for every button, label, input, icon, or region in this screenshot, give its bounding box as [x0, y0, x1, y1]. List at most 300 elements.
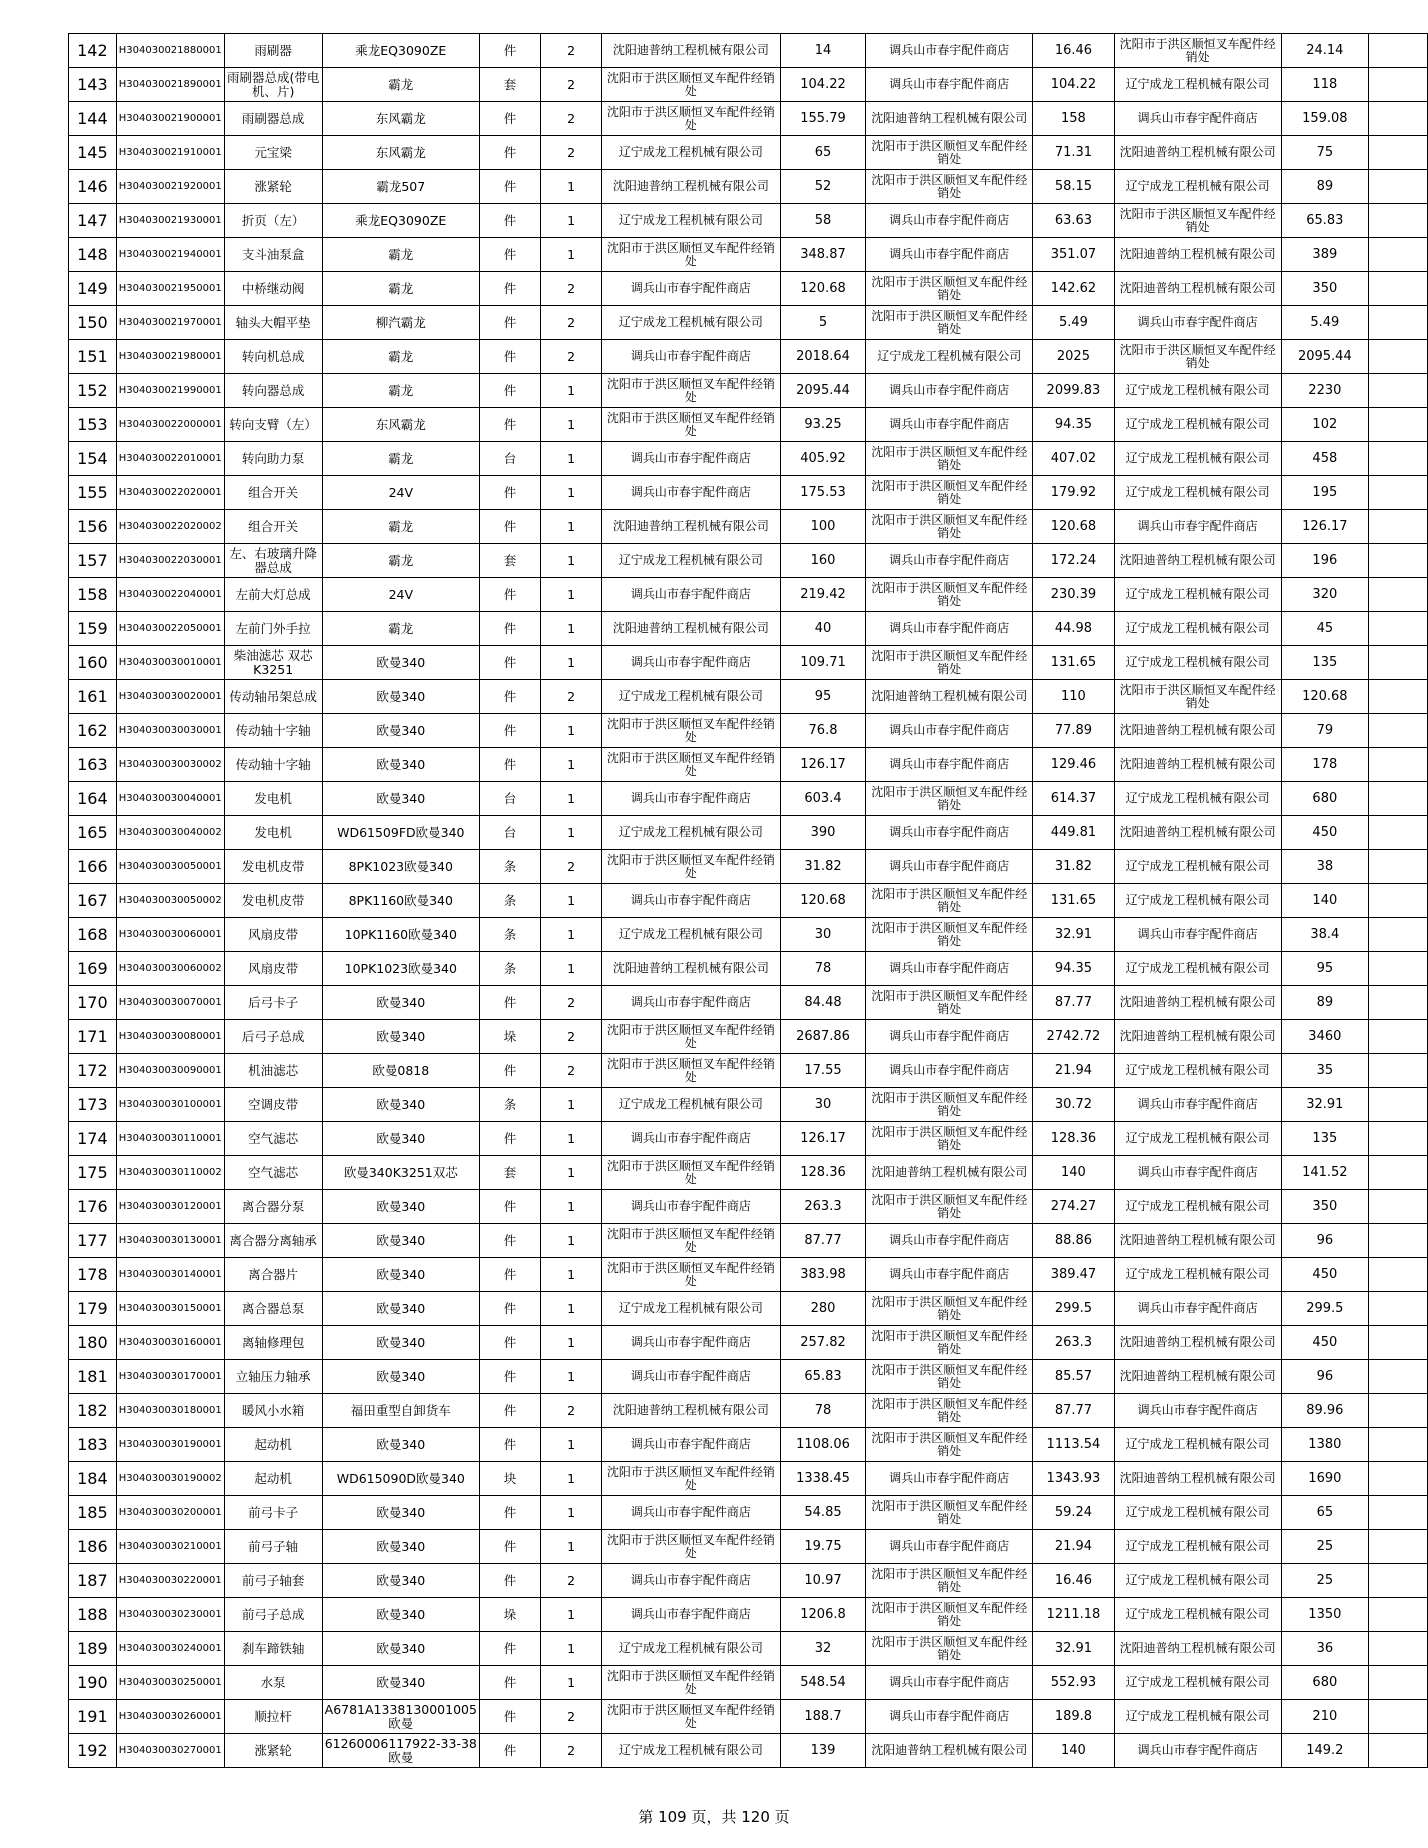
supplier-3-cell: 辽宁成龙工程机械有限公司 [1114, 1122, 1281, 1156]
supplier-1-cell: 调兵山市春宇配件商店 [602, 1428, 781, 1462]
quantity-cell: 1 [541, 918, 602, 952]
remarks-cell [1369, 1734, 1428, 1768]
remarks-cell [1369, 544, 1428, 578]
row-number-cell: 142 [69, 34, 117, 68]
remarks-cell [1369, 34, 1428, 68]
quantity-cell: 2 [541, 1734, 602, 1768]
quantity-cell: 1 [541, 1326, 602, 1360]
item-code-cell: H304030021930001 [116, 204, 224, 238]
unit-cell: 件 [479, 510, 540, 544]
supplier-1-cell: 沈阳市于洪区顺恒叉车配件经销处 [602, 1258, 781, 1292]
table-row [69, 918, 1428, 952]
supplier-1-cell: 调兵山市春宇配件商店 [602, 1122, 781, 1156]
supplier-2-cell: 沈阳迪普纳工程机械有限公司 [866, 102, 1033, 136]
price-3-cell: 89 [1281, 170, 1368, 204]
item-code-cell: H304030022000001 [116, 408, 224, 442]
remarks-cell [1369, 1462, 1428, 1496]
spec-model-cell: 欧曼340 [322, 1224, 479, 1258]
spec-model-cell: 8PK1160欧曼340 [322, 884, 479, 918]
supplier-3-cell: 沈阳迪普纳工程机械有限公司 [1114, 748, 1281, 782]
quantity-cell: 1 [541, 1156, 602, 1190]
supplier-2-cell: 沈阳市于洪区顺恒叉车配件经销处 [866, 1632, 1033, 1666]
spec-model-cell: 欧曼340 [322, 1598, 479, 1632]
table-row [69, 1666, 1428, 1700]
price-3-cell: 89 [1281, 986, 1368, 1020]
item-code-cell: H304030030050002 [116, 884, 224, 918]
supplier-3-cell: 调兵山市春宇配件商店 [1114, 1088, 1281, 1122]
price-1-cell: 548.54 [780, 1666, 865, 1700]
price-3-cell: 299.5 [1281, 1292, 1368, 1326]
price-3-cell: 1380 [1281, 1428, 1368, 1462]
row-number-cell: 157 [69, 544, 117, 578]
supplier-3-cell: 辽宁成龙工程机械有限公司 [1114, 1700, 1281, 1734]
price-1-cell: 155.79 [780, 102, 865, 136]
row-number-cell: 149 [69, 272, 117, 306]
price-1-cell: 263.3 [780, 1190, 865, 1224]
spec-model-cell: 欧曼340 [322, 1190, 479, 1224]
supplier-3-cell: 辽宁成龙工程机械有限公司 [1114, 1258, 1281, 1292]
item-name-cell: 支斗油泵盒 [224, 238, 322, 272]
quantity-cell: 2 [541, 136, 602, 170]
table-row [69, 1122, 1428, 1156]
table-row [69, 1054, 1428, 1088]
quantity-cell: 1 [541, 1122, 602, 1156]
price-1-cell: 2095.44 [780, 374, 865, 408]
price-1-cell: 84.48 [780, 986, 865, 1020]
supplier-3-cell: 沈阳迪普纳工程机械有限公司 [1114, 136, 1281, 170]
spec-model-cell: 欧曼340 [322, 1088, 479, 1122]
price-3-cell: 24.14 [1281, 34, 1368, 68]
quantity-cell: 1 [541, 782, 602, 816]
unit-cell: 套 [479, 68, 540, 102]
price-2-cell: 1113.54 [1033, 1428, 1115, 1462]
unit-cell: 件 [479, 1632, 540, 1666]
item-name-cell: 组合开关 [224, 476, 322, 510]
item-code-cell: H304030030020001 [116, 680, 224, 714]
remarks-cell [1369, 1394, 1428, 1428]
price-2-cell: 142.62 [1033, 272, 1115, 306]
supplier-2-cell: 沈阳市于洪区顺恒叉车配件经销处 [866, 646, 1033, 680]
spec-model-cell: 霸龙 [322, 544, 479, 578]
price-3-cell: 450 [1281, 816, 1368, 850]
row-number-cell: 148 [69, 238, 117, 272]
price-2-cell: 129.46 [1033, 748, 1115, 782]
item-name-cell: 发电机 [224, 782, 322, 816]
supplier-3-cell: 沈阳市于洪区顺恒叉车配件经销处 [1114, 34, 1281, 68]
price-1-cell: 93.25 [780, 408, 865, 442]
spec-model-cell: 欧曼340 [322, 782, 479, 816]
supplier-2-cell: 调兵山市春宇配件商店 [866, 1700, 1033, 1734]
price-3-cell: 320 [1281, 578, 1368, 612]
remarks-cell [1369, 1326, 1428, 1360]
supplier-1-cell: 沈阳市于洪区顺恒叉车配件经销处 [602, 102, 781, 136]
supplier-2-cell: 沈阳市于洪区顺恒叉车配件经销处 [866, 1190, 1033, 1224]
supplier-3-cell: 辽宁成龙工程机械有限公司 [1114, 1496, 1281, 1530]
supplier-2-cell: 沈阳市于洪区顺恒叉车配件经销处 [866, 1088, 1033, 1122]
row-number-cell: 145 [69, 136, 117, 170]
price-1-cell: 160 [780, 544, 865, 578]
table-row [69, 102, 1428, 136]
item-code-cell: H304030022030001 [116, 544, 224, 578]
price-1-cell: 175.53 [780, 476, 865, 510]
row-number-cell: 166 [69, 850, 117, 884]
supplier-3-cell: 辽宁成龙工程机械有限公司 [1114, 578, 1281, 612]
supplier-2-cell: 沈阳市于洪区顺恒叉车配件经销处 [866, 578, 1033, 612]
table-row [69, 306, 1428, 340]
price-1-cell: 58 [780, 204, 865, 238]
row-number-cell: 175 [69, 1156, 117, 1190]
supplier-1-cell: 调兵山市春宇配件商店 [602, 1564, 781, 1598]
quantity-cell: 1 [541, 952, 602, 986]
supplier-1-cell: 辽宁成龙工程机械有限公司 [602, 680, 781, 714]
table-row [69, 204, 1428, 238]
item-code-cell: H304030030190002 [116, 1462, 224, 1496]
quantity-cell: 1 [541, 1462, 602, 1496]
remarks-cell [1369, 1496, 1428, 1530]
price-1-cell: 52 [780, 170, 865, 204]
spec-model-cell: 欧曼340 [322, 1360, 479, 1394]
table-row [69, 340, 1428, 374]
row-number-cell: 143 [69, 68, 117, 102]
unit-cell: 件 [479, 612, 540, 646]
row-number-cell: 162 [69, 714, 117, 748]
row-number-cell: 153 [69, 408, 117, 442]
price-2-cell: 59.24 [1033, 1496, 1115, 1530]
quantity-cell: 2 [541, 1394, 602, 1428]
spec-model-cell: 霸龙507 [322, 170, 479, 204]
table-row [69, 1394, 1428, 1428]
page-footer: 第 109 页，共 120 页 [638, 1808, 790, 1826]
table-row [69, 646, 1428, 680]
supplier-2-cell: 调兵山市春宇配件商店 [866, 204, 1033, 238]
price-3-cell: 350 [1281, 272, 1368, 306]
supplier-2-cell: 辽宁成龙工程机械有限公司 [866, 340, 1033, 374]
supplier-2-cell: 调兵山市春宇配件商店 [866, 408, 1033, 442]
table-row [69, 1428, 1428, 1462]
item-code-cell: H304030030040001 [116, 782, 224, 816]
supplier-2-cell: 调兵山市春宇配件商店 [866, 850, 1033, 884]
item-name-cell: 雨刷器总成 [224, 102, 322, 136]
supplier-2-cell: 沈阳市于洪区顺恒叉车配件经销处 [866, 1428, 1033, 1462]
price-3-cell: 135 [1281, 1122, 1368, 1156]
item-name-cell: 风扇皮带 [224, 918, 322, 952]
table-row [69, 1496, 1428, 1530]
item-name-cell: 发电机 [224, 816, 322, 850]
supplier-2-cell: 调兵山市春宇配件商店 [866, 714, 1033, 748]
item-name-cell: 传动轴十字轴 [224, 748, 322, 782]
table-row [69, 1292, 1428, 1326]
price-2-cell: 32.91 [1033, 1632, 1115, 1666]
price-1-cell: 95 [780, 680, 865, 714]
price-1-cell: 383.98 [780, 1258, 865, 1292]
table-row [69, 1258, 1428, 1292]
item-name-cell: 离合器分离轴承 [224, 1224, 322, 1258]
unit-cell: 台 [479, 442, 540, 476]
quantity-cell: 2 [541, 1054, 602, 1088]
unit-cell: 件 [479, 306, 540, 340]
row-number-cell: 167 [69, 884, 117, 918]
item-name-cell: 折页（左） [224, 204, 322, 238]
spec-model-cell: 欧曼340 [322, 1530, 479, 1564]
spec-model-cell: 24V [322, 578, 479, 612]
table-row [69, 1598, 1428, 1632]
price-3-cell: 25 [1281, 1564, 1368, 1598]
price-1-cell: 1338.45 [780, 1462, 865, 1496]
price-3-cell: 118 [1281, 68, 1368, 102]
quantity-cell: 2 [541, 340, 602, 374]
supplier-3-cell: 辽宁成龙工程机械有限公司 [1114, 1428, 1281, 1462]
remarks-cell [1369, 1122, 1428, 1156]
supplier-3-cell: 沈阳迪普纳工程机械有限公司 [1114, 1632, 1281, 1666]
item-name-cell: 前弓卡子 [224, 1496, 322, 1530]
supplier-1-cell: 调兵山市春宇配件商店 [602, 782, 781, 816]
supplier-2-cell: 沈阳市于洪区顺恒叉车配件经销处 [866, 1122, 1033, 1156]
row-number-cell: 181 [69, 1360, 117, 1394]
price-3-cell: 126.17 [1281, 510, 1368, 544]
price-2-cell: 189.8 [1033, 1700, 1115, 1734]
quantity-cell: 1 [541, 1292, 602, 1326]
supplier-1-cell: 辽宁成龙工程机械有限公司 [602, 204, 781, 238]
table-row [69, 1156, 1428, 1190]
supplier-2-cell: 沈阳市于洪区顺恒叉车配件经销处 [866, 170, 1033, 204]
quantity-cell: 2 [541, 1020, 602, 1054]
item-code-cell: H304030030060002 [116, 952, 224, 986]
unit-cell: 件 [479, 1428, 540, 1462]
supplier-2-cell: 沈阳迪普纳工程机械有限公司 [866, 1734, 1033, 1768]
remarks-cell [1369, 1632, 1428, 1666]
remarks-cell [1369, 1598, 1428, 1632]
row-number-cell: 161 [69, 680, 117, 714]
spec-model-cell: 霸龙 [322, 442, 479, 476]
item-code-cell: H304030021900001 [116, 102, 224, 136]
row-number-cell: 182 [69, 1394, 117, 1428]
unit-cell: 条 [479, 918, 540, 952]
price-2-cell: 104.22 [1033, 68, 1115, 102]
row-number-cell: 185 [69, 1496, 117, 1530]
price-3-cell: 75 [1281, 136, 1368, 170]
supplier-3-cell: 辽宁成龙工程机械有限公司 [1114, 170, 1281, 204]
item-name-cell: 前弓子轴 [224, 1530, 322, 1564]
remarks-cell [1369, 918, 1428, 952]
quantity-cell: 1 [541, 204, 602, 238]
quantity-cell: 1 [541, 476, 602, 510]
item-name-cell: 转向机总成 [224, 340, 322, 374]
spec-model-cell: 欧曼340 [322, 1258, 479, 1292]
supplier-3-cell: 辽宁成龙工程机械有限公司 [1114, 612, 1281, 646]
quantity-cell: 2 [541, 306, 602, 340]
price-3-cell: 178 [1281, 748, 1368, 782]
price-3-cell: 25 [1281, 1530, 1368, 1564]
supplier-3-cell: 沈阳迪普纳工程机械有限公司 [1114, 1020, 1281, 1054]
item-name-cell: 转向助力泵 [224, 442, 322, 476]
price-3-cell: 458 [1281, 442, 1368, 476]
spec-model-cell: 10PK1023欧曼340 [322, 952, 479, 986]
price-3-cell: 65.83 [1281, 204, 1368, 238]
supplier-2-cell: 沈阳市于洪区顺恒叉车配件经销处 [866, 884, 1033, 918]
price-1-cell: 128.36 [780, 1156, 865, 1190]
supplier-2-cell: 调兵山市春宇配件商店 [866, 1020, 1033, 1054]
spec-model-cell: 欧曼340 [322, 986, 479, 1020]
remarks-cell [1369, 306, 1428, 340]
table-row [69, 442, 1428, 476]
item-code-cell: H304030021980001 [116, 340, 224, 374]
item-name-cell: 前弓子轴套 [224, 1564, 322, 1598]
remarks-cell [1369, 1360, 1428, 1394]
supplier-2-cell: 调兵山市春宇配件商店 [866, 1258, 1033, 1292]
item-name-cell: 元宝梁 [224, 136, 322, 170]
remarks-cell [1369, 782, 1428, 816]
supplier-1-cell: 沈阳市于洪区顺恒叉车配件经销处 [602, 850, 781, 884]
price-2-cell: 85.57 [1033, 1360, 1115, 1394]
row-number-cell: 152 [69, 374, 117, 408]
row-number-cell: 171 [69, 1020, 117, 1054]
item-name-cell: 发电机皮带 [224, 850, 322, 884]
price-1-cell: 10.97 [780, 1564, 865, 1598]
price-2-cell: 21.94 [1033, 1054, 1115, 1088]
remarks-cell [1369, 408, 1428, 442]
supplier-3-cell: 辽宁成龙工程机械有限公司 [1114, 408, 1281, 442]
row-number-cell: 159 [69, 612, 117, 646]
supplier-2-cell: 调兵山市春宇配件商店 [866, 1530, 1033, 1564]
remarks-cell [1369, 272, 1428, 306]
remarks-cell [1369, 850, 1428, 884]
row-number-cell: 150 [69, 306, 117, 340]
item-name-cell: 风扇皮带 [224, 952, 322, 986]
quantity-cell: 2 [541, 1564, 602, 1598]
price-3-cell: 35 [1281, 1054, 1368, 1088]
supplier-1-cell: 沈阳市于洪区顺恒叉车配件经销处 [602, 1224, 781, 1258]
remarks-cell [1369, 476, 1428, 510]
remarks-cell [1369, 680, 1428, 714]
remarks-cell [1369, 1700, 1428, 1734]
item-name-cell: 离合器片 [224, 1258, 322, 1292]
spec-model-cell: 欧曼340 [322, 1496, 479, 1530]
price-3-cell: 149.2 [1281, 1734, 1368, 1768]
supplier-2-cell: 调兵山市春宇配件商店 [866, 34, 1033, 68]
remarks-cell [1369, 884, 1428, 918]
supplier-3-cell: 调兵山市春宇配件商店 [1114, 510, 1281, 544]
supplier-1-cell: 沈阳迪普纳工程机械有限公司 [602, 952, 781, 986]
quantity-cell: 1 [541, 884, 602, 918]
price-1-cell: 32 [780, 1632, 865, 1666]
unit-cell: 件 [479, 1734, 540, 1768]
row-number-cell: 156 [69, 510, 117, 544]
row-number-cell: 173 [69, 1088, 117, 1122]
item-name-cell: 空调皮带 [224, 1088, 322, 1122]
row-number-cell: 180 [69, 1326, 117, 1360]
supplier-1-cell: 沈阳市于洪区顺恒叉车配件经销处 [602, 1156, 781, 1190]
price-3-cell: 38 [1281, 850, 1368, 884]
unit-cell: 件 [479, 1190, 540, 1224]
remarks-cell [1369, 578, 1428, 612]
row-number-cell: 165 [69, 816, 117, 850]
price-2-cell: 5.49 [1033, 306, 1115, 340]
price-3-cell: 389 [1281, 238, 1368, 272]
price-3-cell: 450 [1281, 1326, 1368, 1360]
price-3-cell: 680 [1281, 1666, 1368, 1700]
price-1-cell: 14 [780, 34, 865, 68]
price-3-cell: 159.08 [1281, 102, 1368, 136]
price-2-cell: 16.46 [1033, 34, 1115, 68]
table-row [69, 1360, 1428, 1394]
item-name-cell: 起动机 [224, 1428, 322, 1462]
supplier-2-cell: 沈阳市于洪区顺恒叉车配件经销处 [866, 510, 1033, 544]
price-3-cell: 5.49 [1281, 306, 1368, 340]
supplier-1-cell: 辽宁成龙工程机械有限公司 [602, 918, 781, 952]
unit-cell: 件 [479, 238, 540, 272]
price-2-cell: 158 [1033, 102, 1115, 136]
item-code-cell: H304030030180001 [116, 1394, 224, 1428]
item-code-cell: H304030030080001 [116, 1020, 224, 1054]
item-name-cell: 后弓子总成 [224, 1020, 322, 1054]
row-number-cell: 188 [69, 1598, 117, 1632]
row-number-cell: 170 [69, 986, 117, 1020]
row-number-cell: 151 [69, 340, 117, 374]
price-2-cell: 88.86 [1033, 1224, 1115, 1258]
supplier-3-cell: 辽宁成龙工程机械有限公司 [1114, 850, 1281, 884]
quantity-cell: 1 [541, 544, 602, 578]
price-1-cell: 104.22 [780, 68, 865, 102]
item-code-cell: H304030022020001 [116, 476, 224, 510]
quantity-cell: 1 [541, 1428, 602, 1462]
spec-model-cell: 欧曼340 [322, 1326, 479, 1360]
supplier-1-cell: 沈阳市于洪区顺恒叉车配件经销处 [602, 68, 781, 102]
price-2-cell: 552.93 [1033, 1666, 1115, 1700]
supplier-1-cell: 沈阳市于洪区顺恒叉车配件经销处 [602, 1020, 781, 1054]
unit-cell: 条 [479, 1088, 540, 1122]
quantity-cell: 2 [541, 986, 602, 1020]
item-code-cell: H304030030260001 [116, 1700, 224, 1734]
price-2-cell: 449.81 [1033, 816, 1115, 850]
supplier-1-cell: 沈阳市于洪区顺恒叉车配件经销处 [602, 748, 781, 782]
supplier-3-cell: 辽宁成龙工程机械有限公司 [1114, 476, 1281, 510]
supplier-2-cell: 调兵山市春宇配件商店 [866, 68, 1033, 102]
row-number-cell: 179 [69, 1292, 117, 1326]
unit-cell: 件 [479, 1258, 540, 1292]
quantity-cell: 1 [541, 1632, 602, 1666]
quantity-cell: 1 [541, 748, 602, 782]
price-3-cell: 102 [1281, 408, 1368, 442]
item-code-cell: H304030030190001 [116, 1428, 224, 1462]
supplier-2-cell: 沈阳市于洪区顺恒叉车配件经销处 [866, 1394, 1033, 1428]
price-1-cell: 30 [780, 1088, 865, 1122]
price-2-cell: 2025 [1033, 340, 1115, 374]
item-name-cell: 轴头大帽平垫 [224, 306, 322, 340]
price-1-cell: 31.82 [780, 850, 865, 884]
supplier-1-cell: 沈阳市于洪区顺恒叉车配件经销处 [602, 1700, 781, 1734]
supplier-1-cell: 沈阳市于洪区顺恒叉车配件经销处 [602, 238, 781, 272]
spec-model-cell: 东风霸龙 [322, 136, 479, 170]
supplier-2-cell: 沈阳迪普纳工程机械有限公司 [866, 1156, 1033, 1190]
unit-cell: 件 [479, 272, 540, 306]
spec-model-cell: 霸龙 [322, 510, 479, 544]
supplier-2-cell: 沈阳市于洪区顺恒叉车配件经销处 [866, 136, 1033, 170]
item-code-cell: H304030021920001 [116, 170, 224, 204]
row-number-cell: 186 [69, 1530, 117, 1564]
supplier-2-cell: 沈阳市于洪区顺恒叉车配件经销处 [866, 1496, 1033, 1530]
quantity-cell: 1 [541, 1666, 602, 1700]
price-2-cell: 44.98 [1033, 612, 1115, 646]
price-2-cell: 71.31 [1033, 136, 1115, 170]
spec-model-cell: 柳汽霸龙 [322, 306, 479, 340]
table-row [69, 476, 1428, 510]
row-number-cell: 178 [69, 1258, 117, 1292]
price-2-cell: 179.92 [1033, 476, 1115, 510]
supplier-2-cell: 沈阳市于洪区顺恒叉车配件经销处 [866, 306, 1033, 340]
spec-model-cell: 乘龙EQ3090ZE [322, 204, 479, 238]
supplier-1-cell: 辽宁成龙工程机械有限公司 [602, 1734, 781, 1768]
item-name-cell: 起动机 [224, 1462, 322, 1496]
